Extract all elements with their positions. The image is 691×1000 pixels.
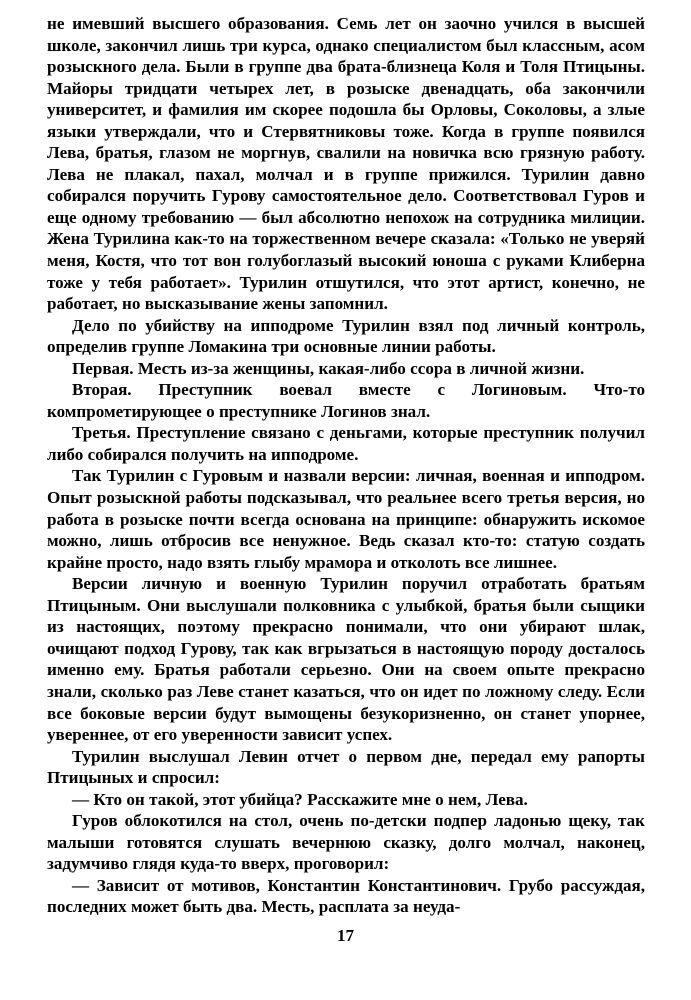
paragraph: не имевший высшего образования. Семь лет он заочно учился в высшей школе, закончил лишь три курса, однако специалистом был классным, асом розыскного дела. Были в группе два брата-близнеца Коля и Толя Птицыны. Майоры тридцати четырех лет, в розыске двенадцать, оба закончили университет, и фамилия им скорее подошла бы Орловы, Соколовы, а злые языки утверждали, что и Стервятниковы тоже. Когда в группе появился Лева, братья, глазом не моргнув, свалили на новичка всю грязную работу. Лева не плакал, пахал, молчал и в группе прижился. Турилин давно собирался поручить Гурову самостоятельное дело. Соответствовал Гуров и еще одному требованию — был абсолютно непохож на сотрудника милиции. Жена Турилина как-то на торжественном вечере сказала: «Только не уверяй меня, Костя, что тот вон голубоглазый высокий юноша с руками Клиберна тоже у тебя работает». Турилин отшутился, что этот артист, конечно, не работает, но высказывание жены запомнил. xyxy=(47,14,645,314)
paragraph: Вторая. Преступник воевал вместе с Логиновым. Что-то компрометирующее о преступнике Логинов знал. xyxy=(47,380,645,421)
paragraph: Так Турилин с Гуровым и назвали версии: личная, военная и ипподром. Опыт розыскной работы подсказывал, что реальнее всего третья версия, но работа в розыске почти всегда основана на принципе: обнаружить искомое можно, лишь отбросив все ненужное. Ведь сказал кто-то: статую создать крайне просто, надо взять глыбу мрамора и отколоть все лишнее. xyxy=(47,466,645,572)
paragraph: Турилин выслушал Левин отчет о первом дне, передал ему рапорты Птицыных и спросил: xyxy=(47,746,645,788)
paragraph: Дело по убийству на ипподроме Турилин взял под личный контроль, определив группе Ломакина три основные линии работы. xyxy=(47,315,645,357)
paragraph: Версии личную и военную Турилин поручил отработать братьям Птицыным. Они выслушали полковника с улыбкой, братья были сыщики из настоящих, поэтому прекрасно понимали, что они убирают шлак, очищают подход Гурову, так как вгрызаться в настоящую породу досталось именно ему. Братья работали серьезно. Они на своем опыте прекрасно знали, сколько раз Леве станет казаться, что он идет по ложному следу. Если все боковые версии будут вымощены безукоризненно, он станет упорнее, увереннее, от его уверенности зависит успех. xyxy=(47,574,645,745)
paragraph: Третья. Преступление связано с деньгами, которые преступник получил либо собирался получить на ипподроме. xyxy=(47,423,645,464)
page-number: 17 xyxy=(337,926,354,945)
paragraph: Первая. Месть из-за женщины, какая-либо ссора в личной жизни. xyxy=(72,358,585,378)
paragraph-dialogue: — Кто он такой, этот убийца? Расскажите мне о нем, Лева. xyxy=(72,789,528,809)
paragraph: Гуров облокотился на стол, очень по-детски подпер ладонью щеку, так малыши готовятся слушать вечернюю сказку, долго молчал, наконец, задумчиво глядя куда-то вверх, проговорил: xyxy=(47,811,645,874)
paragraph-dialogue: — Зависит от мотивов, Константин Константинович. Грубо рассуждая, последних может быть два. Месть, расплата за неуда- xyxy=(47,875,645,917)
page-text-body xyxy=(47,13,645,918)
